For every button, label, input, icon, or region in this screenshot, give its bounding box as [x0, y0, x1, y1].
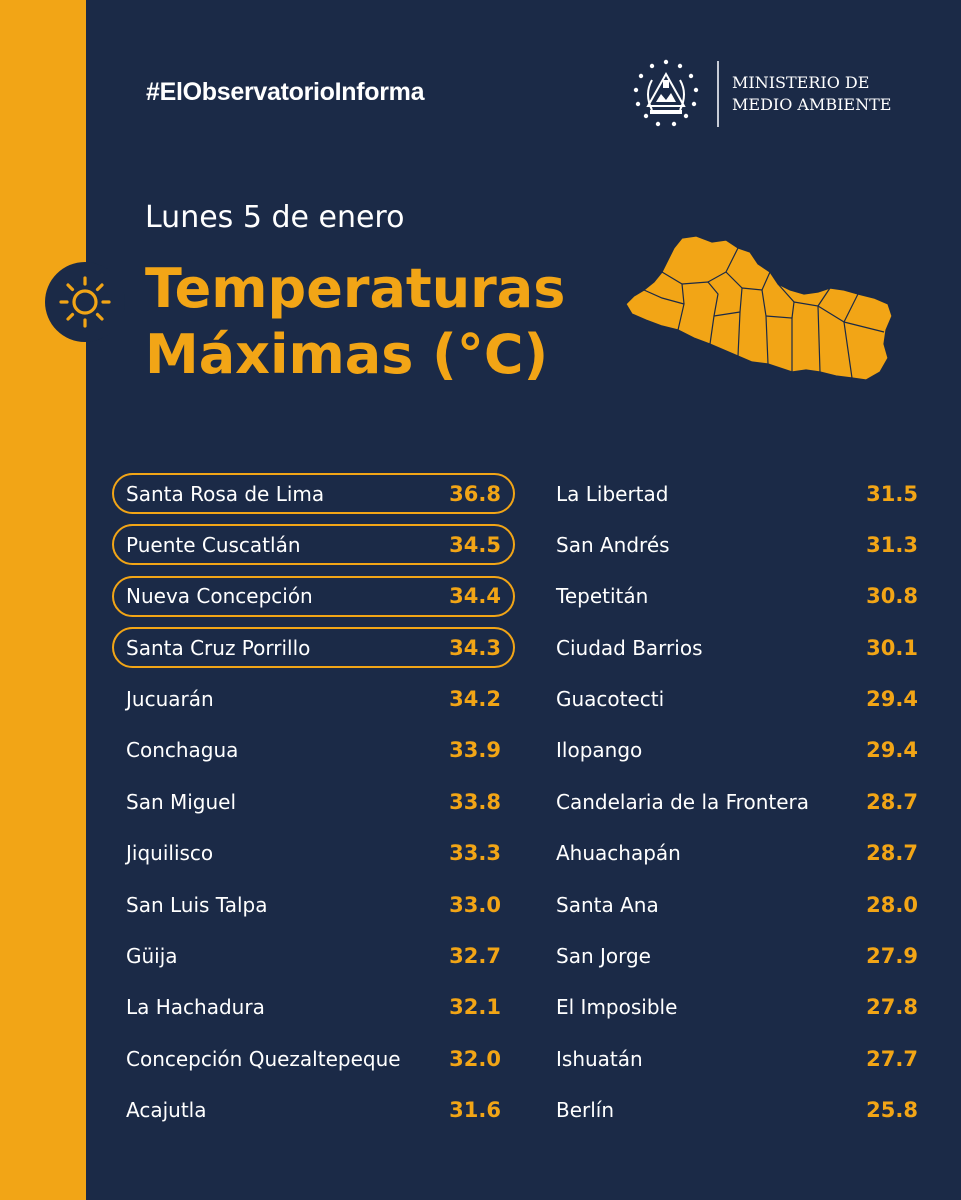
temperature-value: 28.7: [866, 789, 918, 814]
location-name: San Andrés: [556, 532, 670, 557]
temperature-value: 34.4: [449, 584, 501, 609]
temperature-value: 32.1: [449, 995, 501, 1020]
list-item: [112, 473, 515, 514]
hashtag: #ElObservatorioInforma: [146, 78, 425, 106]
location-name: La Libertad: [556, 481, 669, 506]
temperature-value: 33.0: [449, 892, 501, 917]
temperature-value: 28.7: [866, 841, 918, 866]
location-name: Ilopango: [556, 738, 643, 763]
list-item: [542, 473, 932, 514]
temperature-value: 34.3: [449, 635, 501, 660]
location-name: Ahuachapán: [556, 841, 681, 866]
location-name: San Luis Talpa: [126, 892, 268, 917]
title-line-2: Máximas (°C): [145, 323, 549, 386]
temperature-value: 34.5: [449, 532, 501, 557]
location-name: Candelaria de la Frontera: [556, 789, 809, 814]
list-item: [542, 1038, 932, 1079]
list-item: [112, 679, 515, 720]
list-item: [112, 730, 515, 771]
list-item: [542, 936, 932, 977]
list-item: [112, 1038, 515, 1079]
list-item: [542, 524, 932, 565]
list-item: [542, 884, 932, 925]
location-name: Güija: [126, 944, 178, 969]
ministry-line-2: MEDIO AMBIENTE: [732, 95, 892, 114]
date-label: Lunes 5 de enero: [145, 200, 405, 235]
location-name: Jiquilisco: [126, 841, 214, 866]
temperature-value: 27.7: [866, 1046, 918, 1071]
location-name: Tepetitán: [556, 584, 649, 609]
sun-badge: [45, 262, 125, 342]
right-column: [542, 473, 932, 1141]
list-item: [542, 730, 932, 771]
ministry-line-1: MINISTERIO DE: [732, 73, 870, 92]
side-accent-bar: [0, 0, 86, 1200]
location-name: Jucuarán: [126, 687, 214, 712]
location-name: El Imposible: [556, 995, 678, 1020]
temperature-value: 31.3: [866, 532, 918, 557]
left-column: [112, 473, 515, 1141]
page-title: [145, 256, 565, 388]
location-name: Guacotecti: [556, 687, 665, 712]
location-name: Ciudad Barrios: [556, 635, 703, 660]
location-name: Acajutla: [126, 1098, 207, 1123]
list-item: [112, 1090, 515, 1131]
list-item: [542, 627, 932, 668]
location-name: Berlín: [556, 1098, 615, 1123]
location-name: Santa Ana: [556, 892, 659, 917]
ministry-logo: [630, 58, 930, 130]
location-name: Concepción Quezaltepeque: [126, 1046, 401, 1071]
temperature-value: 32.7: [449, 944, 501, 969]
title-line-1: Temperaturas: [145, 257, 566, 320]
temperature-value: 27.8: [866, 995, 918, 1020]
temperature-value: 25.8: [866, 1098, 918, 1123]
list-item: [112, 627, 515, 668]
list-item: [112, 833, 515, 874]
location-name: Puente Cuscatlán: [126, 532, 301, 557]
location-name: San Miguel: [126, 789, 237, 814]
temperature-value: 33.3: [449, 841, 501, 866]
temperature-value: 31.5: [866, 481, 918, 506]
el-salvador-map-icon: [622, 232, 894, 384]
temperature-value: 36.8: [449, 481, 501, 506]
list-item: [112, 524, 515, 565]
ministry-name: [732, 72, 891, 116]
temperature-value: 29.4: [866, 738, 918, 763]
list-item: [112, 936, 515, 977]
list-item: [112, 781, 515, 822]
temperature-value: 32.0: [449, 1046, 501, 1071]
temperature-value: 30.8: [866, 584, 918, 609]
list-item: [542, 1090, 932, 1131]
temperature-value: 29.4: [866, 687, 918, 712]
location-name: La Hachadura: [126, 995, 265, 1020]
list-item: [112, 884, 515, 925]
location-name: Santa Cruz Porrillo: [126, 635, 311, 660]
list-item: [542, 679, 932, 720]
list-item: [112, 987, 515, 1028]
temperature-value: 30.1: [866, 635, 918, 660]
location-name: Nueva Concepción: [126, 584, 313, 609]
national-seal-icon: [630, 58, 702, 130]
location-name: Ishuatán: [556, 1046, 643, 1071]
list-item: [112, 576, 515, 617]
temperature-value: 27.9: [866, 944, 918, 969]
logo-divider: [717, 61, 719, 127]
list-item: [542, 833, 932, 874]
list-item: [542, 781, 932, 822]
sun-icon: [45, 262, 125, 342]
temperature-value: 33.8: [449, 789, 501, 814]
location-name: Conchagua: [126, 738, 239, 763]
list-item: [542, 576, 932, 617]
temperature-value: 28.0: [866, 892, 918, 917]
temperature-value: 31.6: [449, 1098, 501, 1123]
location-name: San Jorge: [556, 944, 651, 969]
temperature-value: 34.2: [449, 687, 501, 712]
location-name: Santa Rosa de Lima: [126, 481, 325, 506]
list-item: [542, 987, 932, 1028]
temperature-value: 33.9: [449, 738, 501, 763]
